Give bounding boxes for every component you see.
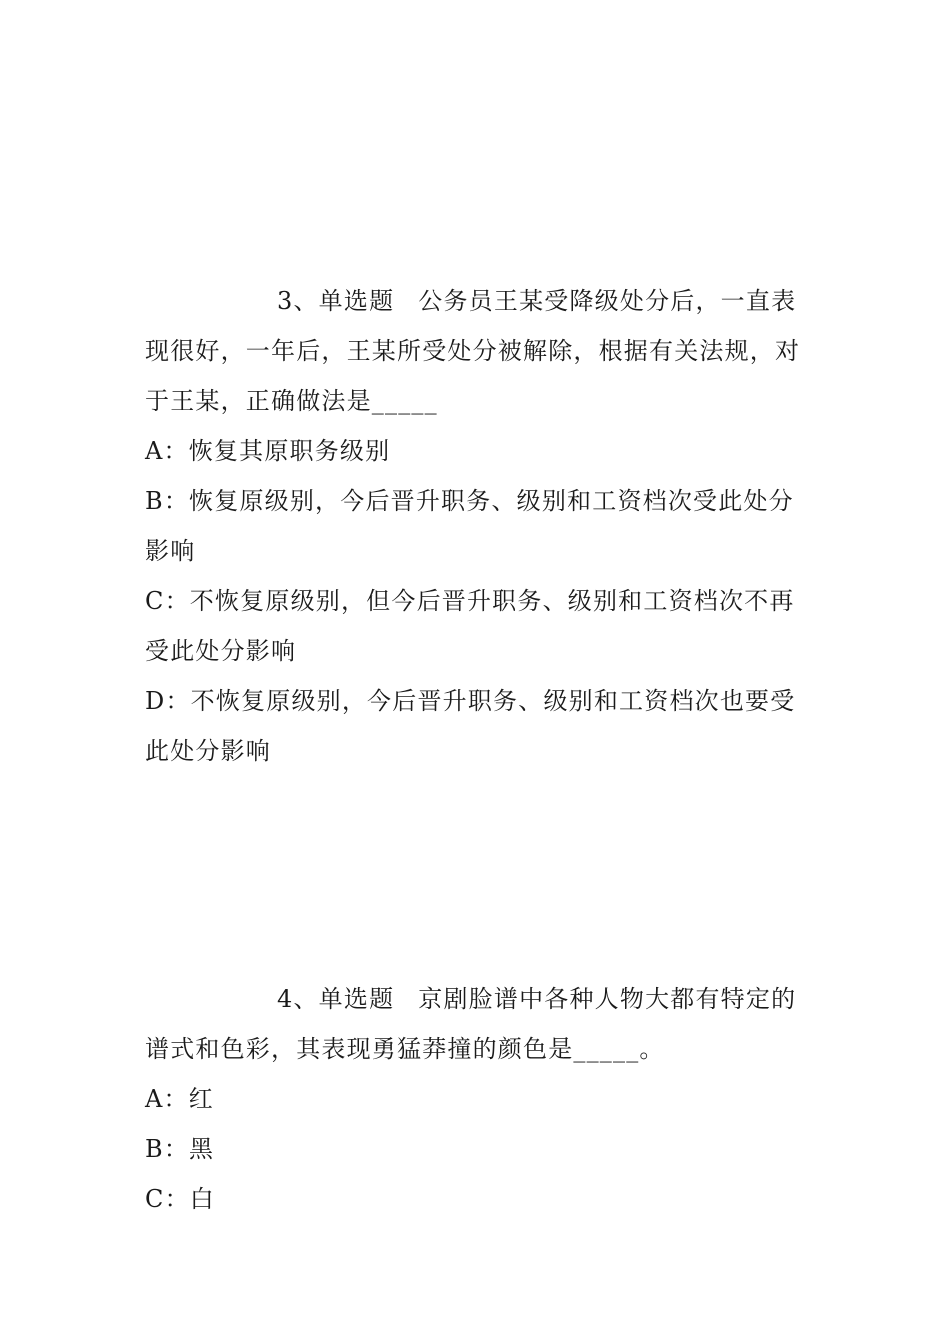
- option-text: 不恢复原级别，今后晋升职务、级别和工资档次也要受此处分影响: [145, 687, 796, 765]
- option-text: 白: [189, 1185, 215, 1213]
- option-key: B：: [145, 1135, 190, 1163]
- option-key: C：: [145, 587, 190, 615]
- question-type: 单选题: [318, 985, 395, 1013]
- option-b: [145, 1124, 805, 1174]
- option-text: 恢复其原职务级别: [188, 437, 391, 465]
- option-key: A：: [145, 437, 189, 465]
- option-key: D：: [145, 687, 191, 715]
- question-4: [145, 974, 805, 1224]
- option-text: 黑: [189, 1135, 215, 1163]
- option-text: 不恢复原级别，但今后晋升职务、级别和工资档次不再受此处分影响: [145, 587, 795, 665]
- question-number: 3、: [277, 287, 319, 315]
- question-3: [145, 276, 805, 776]
- option-key: C：: [145, 1185, 190, 1213]
- option-text: 恢复原级别，今后晋升职务、级别和工资档次受此处分影响: [145, 487, 794, 565]
- question-stem: [145, 276, 805, 426]
- option-c: [145, 1174, 805, 1224]
- option-a: [145, 1074, 805, 1124]
- option-b: [145, 476, 805, 576]
- option-a: [145, 426, 805, 476]
- question-number: 4、: [277, 985, 319, 1013]
- option-c: [145, 576, 805, 676]
- option-d: [145, 676, 805, 776]
- option-key: A：: [145, 1085, 189, 1113]
- question-type: 单选题: [318, 287, 395, 315]
- question-text: 京剧脸谱中各种人物大都有特定的谱式和色彩，其表现勇猛莽撞的颜色是_____。: [145, 985, 797, 1063]
- question-stem: [145, 974, 805, 1074]
- question-text: 公务员王某受降级处分后，一直表现很好，一年后，王某所受处分被解除，根据有关法规，对于王某，正确做法是_____: [145, 287, 801, 415]
- option-text: 红: [188, 1085, 214, 1113]
- option-key: B：: [145, 487, 190, 515]
